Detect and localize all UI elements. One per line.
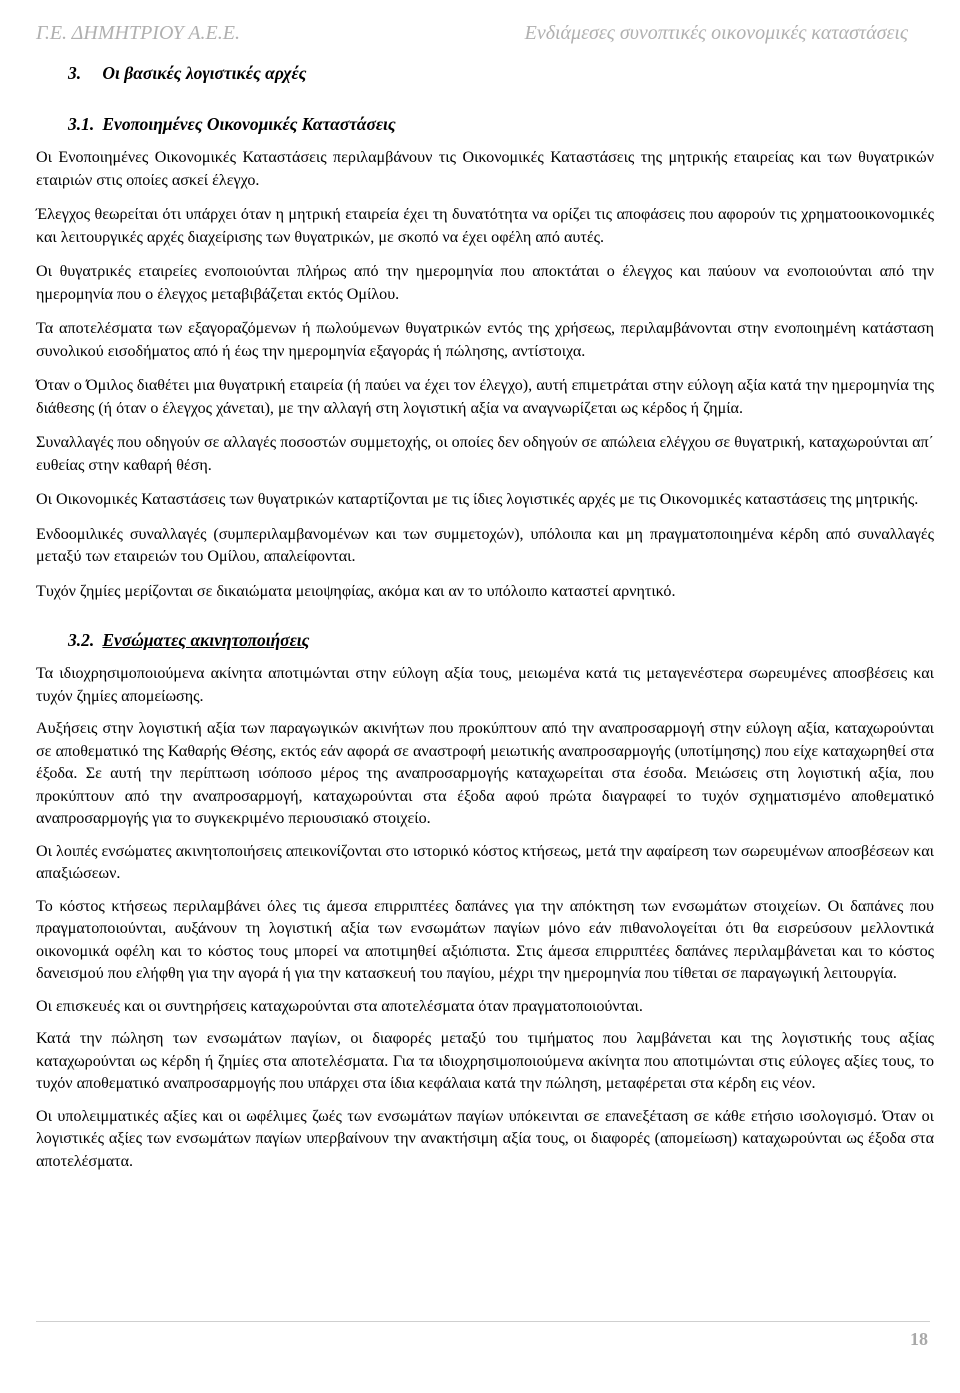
section-title: Οι βασικές λογιστικές αρχές — [102, 63, 307, 83]
document-body — [36, 60, 934, 1183]
footer-divider — [36, 1321, 930, 1322]
page-header — [36, 18, 908, 48]
paragraph: Τα αποτελέσματα των εξαγοραζόμενων ή πωλούμενων θυγατρικών εντός της χρήσεως, περιλαμβάνονται στην ενοποιημένη κατάσταση συνολικού εισοδήματος από ή έως την ημερομηνία εξαγοράς ή πώλησης, αντίστοιχα. — [36, 320, 934, 360]
paragraph: Οι επισκευές και οι συντηρήσεις καταχωρούνται στα αποτελέσματα όταν πραγματοποιούνται. — [36, 997, 643, 1015]
header-document-title: Ενδιάμεσες συνοπτικές οικονομικές καταστάσεις — [524, 22, 908, 44]
paragraph: Οι υπολειμματικές αξίες και οι ωφέλιμες ζωές των ενσωμάτων παγίων υπόκεινται σε επανεξέταση σε κάθε ετήσιο ισολογισμό. Όταν οι λογιστικές αξίες των ενσωμάτων παγίων υπερβαίνουν την ανακτήσιμη αξία τους, οι διαφορές (απομείωση) καταχωρούνται ως έξοδα στα αποτελέσματα. — [36, 1107, 934, 1170]
section-heading — [36, 60, 934, 86]
subsection-heading-tangible-assets — [36, 627, 934, 653]
subsection-number: 3.1. — [68, 114, 95, 134]
paragraph: Συναλλαγές που οδηγούν σε αλλαγές ποσοστών συμμετοχής, οι οποίες δεν οδηγούν σε απώλεια ελέγχου σε θυγατρική, καταχωρούνται απ΄ ευθείας στην καθαρή θέση. — [36, 434, 934, 474]
header-company-name: Γ.Ε. ΔΗΜΗΤΡΙΟΥ Α.Ε.Ε. — [36, 22, 240, 44]
subsection-title: Ενοποιημένες Οικονομικές Καταστάσεις — [102, 114, 396, 134]
paragraph: Οι Οικονομικές Καταστάσεις των θυγατρικών καταρτίζονται με τις ίδιες λογιστικές αρχές με τις Οικονομικές καταστάσεις της μητρικής. — [36, 491, 919, 508]
paragraph: Έλεγχος θεωρείται ότι υπάρχει όταν η μητρική εταιρεία έχει τη δυνατότητα να ορίζει τις αποφάσεις που αφορούν τις χρηματοοικονομικές και λειτουργικές αρχές διαχείρισης των θυγατρικών, με σκοπό να έχει οφέλη από αυτές. — [36, 206, 934, 246]
paragraph: Τα ιδιοχρησιμοποιούμενα ακίνητα αποτιμώνται στην εύλογη αξία τους, μειωμένα κατά τις μεταγενέστερα σωρευμένες αποσβέσεις και τυχόν ζημίες απομείωσης. — [36, 665, 934, 705]
subsection-title: Ενσώματες ακινητοποιήσεις — [102, 630, 310, 650]
paragraph: Οι Ενοποιημένες Οικονομικές Καταστάσεις περιλαμβάνουν τις Οικονομικές Καταστάσεις της μητρικής εταιρείας και των θυγατρικών εταιριών στις οποίες ασκεί έλεγχο. — [36, 149, 934, 189]
paragraph: Το κόστος κτήσεως περιλαμβάνει όλες τις άμεσα επιρριπτέες δαπάνες για την απόκτηση των ενσωμάτων στοιχείων. Οι δαπάνες που πραγματοποιούνται, αυξάνουν τη λογιστική αξία των ενσωμάτων παγίων μόνο εάν πιθανολογείται ότι θα εισρεύσουν μελλοντικά οικονομικά οφέλη και το κόστος τους μπορεί να αποτιμηθεί αξιόπιστα. Στις άμεσα επιρριπτέες δαπάνες περιλαμβάνεται και το κόστος δανεισμού που ελήφθη για την αγορά ή για την κατασκευή του παγίου, μέχρι την ημερομηνία που τίθεται σε παραγωγική λειτουργία. — [36, 897, 934, 982]
subsection-heading-consolidated — [36, 111, 934, 137]
paragraph: Τυχόν ζημίες μερίζονται σε δικαιώματα μειοψηφίας, ακόμα και αν το υπόλοιπο καταστεί αρνητικό. — [36, 582, 676, 600]
paragraph: Όταν ο Όμιλος διαθέτει μια θυγατρική εταιρεία (ή παύει να έχει τον έλεγχο), αυτή επιμετράται στην εύλογη αξία κατά την ημερομηνία της διάθεσης (ή όταν ο έλεγχος χάνεται), με την αλλαγή στη λογιστική αξία να αναγνωρίζεται ως κέρδος ή ζημία. — [36, 377, 934, 417]
section-number: 3. — [68, 63, 82, 83]
page-number: 18 — [910, 1329, 928, 1349]
paragraph: Αυξήσεις στην λογιστική αξία των παραγωγικών ακινήτων που προκύπτουν από την αναπροσαρμογή στην εύλογη αξία, καταχωρούνται σε αποθεματικό της Καθαρής Θέσης, εκτός εάν αφορά σε αναστροφή μειωτικής αναπροσαρμογής (υποτίμησης) που είχε καταχωρηθεί στα έξοδα. Σε αυτή την περίπτωση ισόποσο μέρος της αναπροσαρμογής καταχωρείται στα έσοδα. Μειώσεις στη λογιστική αξία, που προκύπτουν από την αναπροσαρμογή, καταχωρούνται στα έξοδα αφού πρώτα διαγραφεί το τυχόν σχηματισμένο αποθεματικό αναπροσαρμογής για το συγκεκριμένο περιουσιακό στοιχείο. — [36, 720, 934, 827]
subsection-number: 3.2. — [68, 630, 95, 650]
paragraph: Κατά την πώληση των ενσωμάτων παγίων, οι διαφορές μεταξύ του τιμήματος που λαμβάνεται και της λογιστικής τους αξίας καταχωρούνται ως κέρδη ή ζημίες στα αποτελέσματα. Για τα ιδιοχρησιμοποιούμενα ακίνητα που αποτιμώνται στις εύλογες αξίες τους, το τυχόν αποθεματικό αναπροσαρμογής που υπάρχει στα ίδια κεφάλαια κατά την πώληση, μεταφέρεται στα κέρδη εις νέον. — [36, 1030, 934, 1092]
paragraph: Οι λοιπές ενσώματες ακινητοποιήσεις απεικονίζονται στο ιστορικό κόστος κτήσεως, μετά την αφαίρεση των σωρευμένων αποσβέσεων και απαξιώσεων. — [36, 842, 934, 882]
paragraph: Ενδοομιλικές συναλλαγές (συμπεριλαμβανομένων και των συμμετοχών), υπόλοιπα και μη πραγματοποιημένα κέρδη από συναλλαγές μεταξύ των εταιρειών του Ομίλου, απαλείφονται. — [36, 525, 934, 565]
paragraph: Οι θυγατρικές εταιρείες ενοποιούνται πλήρως από την ημερομηνία που αποκτάται ο έλεγχος και παύουν να ενοποιούνται από την ημερομηνία που ο έλεγχος μεταβιβάζεται εκτός Ομίλου. — [36, 263, 934, 303]
